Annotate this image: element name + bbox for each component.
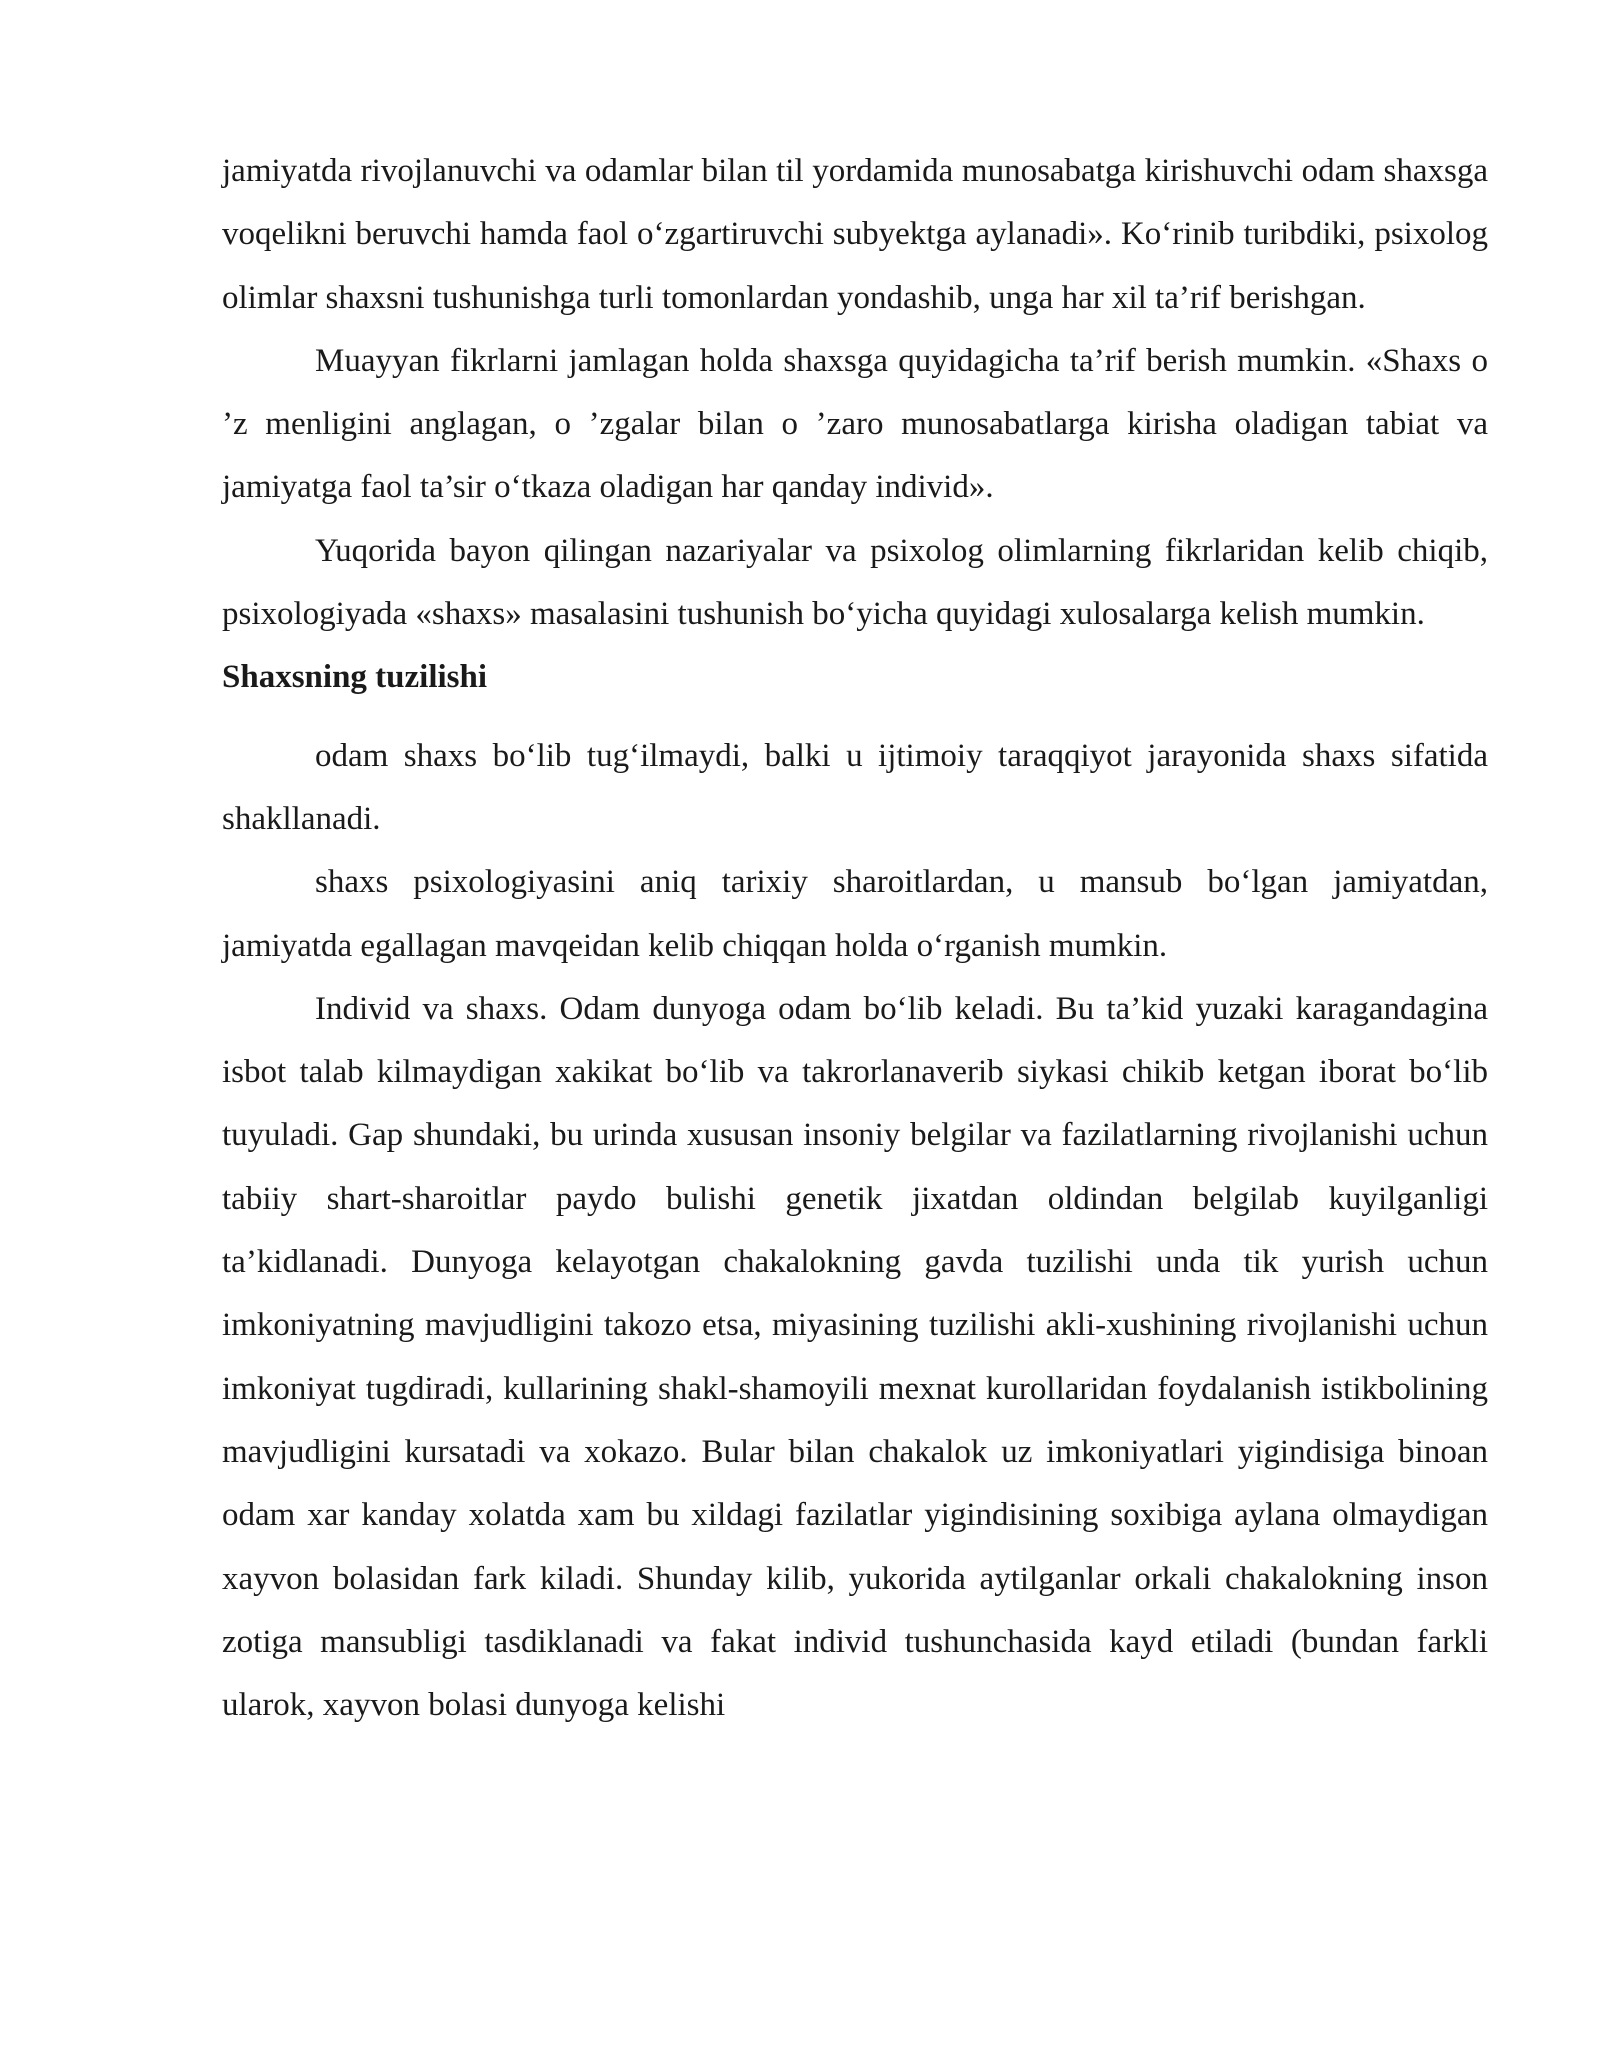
section-heading: Shaxsning tuzilishi <box>222 659 488 696</box>
paragraph-3: Yuqorida bayon qilingan nazariyalar va psixolog olimlarning fikrlaridan kelib chiqib, psixologiyada «shaxs» masalasini tushunish bo‘yicha quyidagi xulosalarga kelish mumkin. <box>222 532 1488 633</box>
paragraph-1: jamiyatda rivojlanuvchi va odamlar bilan til yordamida munosabatga kirishuvchi odam shaxsga voqelikni beruvchi hamda faol o‘zgartiruvchi subyektga aylanadi». Ko‘rinib turibdiki, psixolog olimlar shaxsni tushunishga turli tomonlardan yondashib, unga har xil ta’rif berishgan. <box>222 153 1488 316</box>
document-page <box>222 140 1488 1737</box>
paragraph-5: shaxs psixologiyasini aniq tarixiy sharoitlardan, u mansub bo‘lgan jamiyatdan, jamiyatda egallagan mavqeidan kelib chiqqan holda o‘rganish mumkin. <box>222 864 1488 964</box>
paragraph-4: odam shaxs bo‘lib tug‘ilmaydi, balki u ijtimoiy taraqqiyot jarayonida shaxs sifatida shakllanadi. <box>222 737 1488 837</box>
paragraph-6: Individ va shaxs. Odam dunyoga odam bo‘lib keladi. Bu ta’kid yuzaki karagandagina isbot talab kilmaydigan xakikat bo‘lib va takrorlanaverib siykasi chikib ketgan iborat bo‘lib tuyuladi. Gap shundaki, bu urinda xususan insoniy belgilar va fazilatlarning rivojlanishi uchun tabiiy shart-sharoitlar paydo bulishi genetik jixatdan oldindan belgilab kuyilganligi ta’kidlanadi. Dunyoga kelayotgan chakalokning gavda tuzilishi unda tik yurish uchun imkoniyatning mavjudligini takozo etsa, miyasining tuzilishi akli-xushining rivojlanishi uchun imkoniyat tugdiradi, kullarining shakl-shamoyili mexnat kurollaridan foydalanish istikbolining mavjudligini kursatadi va xokazo. Bular bilan chakalok uz imkoniyatlari yigindisiga binoan odam xar kanday xolatda xam bu xildagi fazilatlar yigindisining soxibiga aylana olmaydigan xayvon bolasidan fark kiladi. Shunday kilib, yukorida aytilganlar orkali chakalokning inson zotiga mansubligi tasdiklanadi va fakat individ tushunchasida kayd etiladi (bundan farkli ularok, xayvon bolasi dunyoga kelishi <box>222 990 1488 1724</box>
paragraph-2: Muayyan fikrlarni jamlagan holda shaxsga quyidagicha ta’rif berish mumkin. «Shaxs o ’z menligini anglagan, o ’zgalar bilan o ’zaro munosabatlarga kirisha oladigan tabiat va jamiyatga faol ta’sir o‘tkaza oladigan har qanday individ». <box>222 342 1488 506</box>
